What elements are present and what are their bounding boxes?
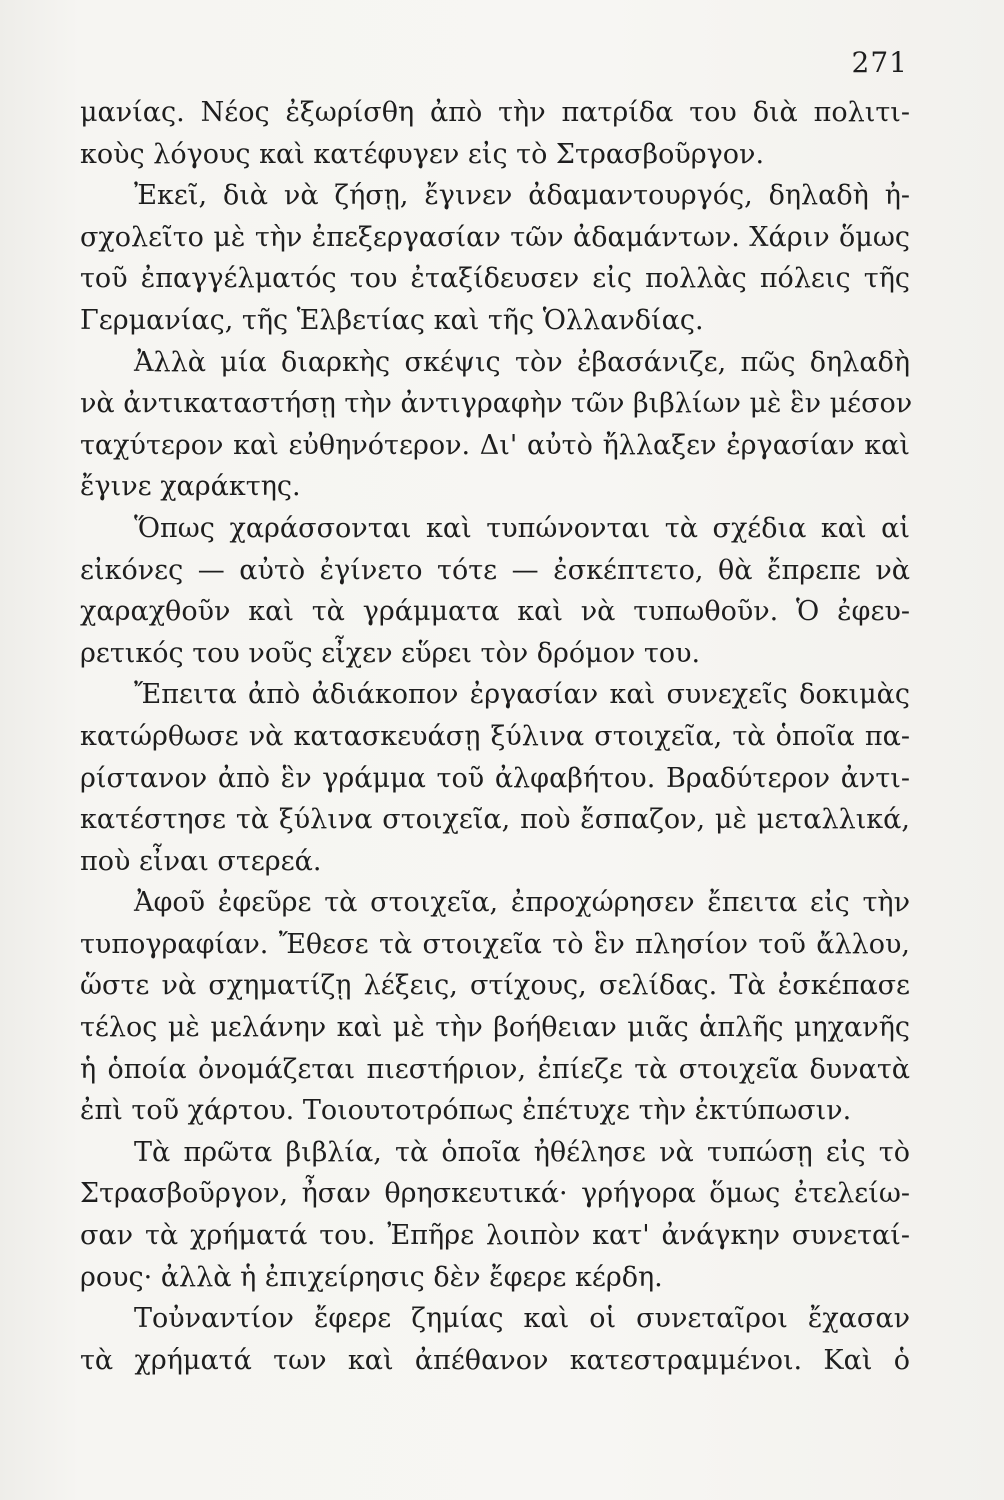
text-line: τοῦ ἐπαγγέλματός του ἐταξίδευσεν εἰς πολλὰς πόλεις τῆς (80, 263, 910, 295)
text-line: ρίστανον ἀπὸ ἓν γράμμα τοῦ ἀλφαβήτου. Βραδύτερον ἀντι- (80, 762, 910, 794)
text-line: Τὰ πρῶτα βιβλία, τὰ ὁποῖα ἠθέλησε νὰ τυπώσῃ εἰς τὸ (134, 1136, 910, 1168)
text-line: σχολεῖτο μὲ τὴν ἐπεξεργασίαν τῶν ἀδαμάντων. Χάριν ὅμως (80, 221, 910, 253)
text-line: ἐπὶ τοῦ χάρτου. Τοιουτοτρόπως ἐπέτυχε τὴν ἐκτύπωσιν. (80, 1095, 852, 1127)
page-number: 271 (851, 46, 908, 79)
text-line: ὥστε νὰ σχηματίζῃ λέξεις, στίχους, σελίδας. Τὰ ἐσκέπασε (80, 970, 910, 1002)
text-line: Ἔπειτα ἀπὸ ἀδιάκοπον ἐργασίαν καὶ συνεχεῖς δοκιμὰς (134, 679, 910, 711)
text-line: ταχύτερον καὶ εὐθηνότερον. Δι' αὐτὸ ἤλλαξεν ἐργασίαν καὶ (80, 429, 910, 461)
text-line: ρους· ἀλλὰ ἡ ἐπιχείρησις δὲν ἔφερε κέρδη. (80, 1261, 663, 1293)
text-line: Στρασβοῦργον, ἦσαν θρησκευτικά· γρήγορα ὅμως ἐτελείω- (80, 1178, 910, 1210)
text-line: κοὺς λόγους καὶ κατέφυγεν εἰς τὸ Στρασβοῦργον. (80, 138, 765, 170)
text-line: νὰ ἀντικαταστήσῃ τὴν ἀντιγραφὴν τῶν βιβλίων μὲ ἓν μέσον (80, 388, 913, 420)
text-line: μανίας. Νέος ἐξωρίσθη ἀπὸ τὴν πατρίδα του διὰ πολιτι- (80, 97, 910, 128)
text-line: τυπογραφίαν. Ἔθεσε τὰ στοιχεῖα τὸ ἓν πλησίον τοῦ ἄλλου, (80, 928, 910, 960)
text-line: ρετικός του νοῦς εἶχεν εὕρει τὸν δρόμον του. (80, 637, 701, 669)
text-line: Ὅπως χαράσσονται καὶ τυπώνονται τὰ σχέδια καὶ αἱ (134, 512, 910, 544)
text-line: ἔγινε χαράκτης. (80, 471, 301, 503)
text-line: ἡ ὁποία ὀνομάζεται πιεστήριον, ἐπίεζε τὰ στοιχεῖα δυνατὰ (80, 1053, 910, 1085)
text-line: Τοὐναντίον ἔφερε ζημίας καὶ οἱ συνεταῖροι ἔχασαν (134, 1303, 910, 1335)
text-line: χαραχθοῦν καὶ τὰ γράμματα καὶ νὰ τυπωθοῦν. Ὁ ἐφευ- (80, 596, 910, 628)
body-text (80, 92, 913, 1381)
text-line: ποὺ εἶναι στερεά. (80, 845, 322, 877)
text-line: Ἀλλὰ μία διαρκὴς σκέψις τὸν ἐβασάνιζε, πῶς δηλαδὴ (134, 346, 910, 378)
text-line: τὰ χρήματά των καὶ ἀπέθανον κατεστραμμένοι. Καὶ ὁ (80, 1344, 910, 1376)
text-line: κατώρθωσε νὰ κατασκευάσῃ ξύλινα στοιχεῖα, τὰ ὁποῖα πα- (80, 720, 910, 752)
text-line: Ἀφοῦ ἐφεῦρε τὰ στοιχεῖα, ἐπροχώρησεν ἔπειτα εἰς τὴν (134, 887, 910, 919)
text-line: Ἐκεῖ, διὰ νὰ ζήσῃ, ἔγινεν ἀδαμαντουργός, δηλαδὴ ἠ- (134, 180, 910, 212)
text-line: σαν τὰ χρήματά του. Ἐπῆρε λοιπὸν κατ' ἀνάγκην συνεταί- (80, 1220, 910, 1252)
text-line: κατέστησε τὰ ξύλινα στοιχεῖα, ποὺ ἔσπαζον, μὲ μεταλλικά, (80, 804, 910, 836)
text-line: Γερμανίας, τῆς Ἑλβετίας καὶ τῆς Ὁλλανδίας. (80, 304, 704, 336)
text-line: εἰκόνες — αὐτὸ ἐγίνετο τότε — ἐσκέπτετο, θὰ ἔπρεπε νὰ (80, 554, 910, 586)
text-line: τέλος μὲ μελάνην καὶ μὲ τὴν βοήθειαν μιᾶς ἁπλῆς μηχανῆς (80, 1012, 910, 1044)
